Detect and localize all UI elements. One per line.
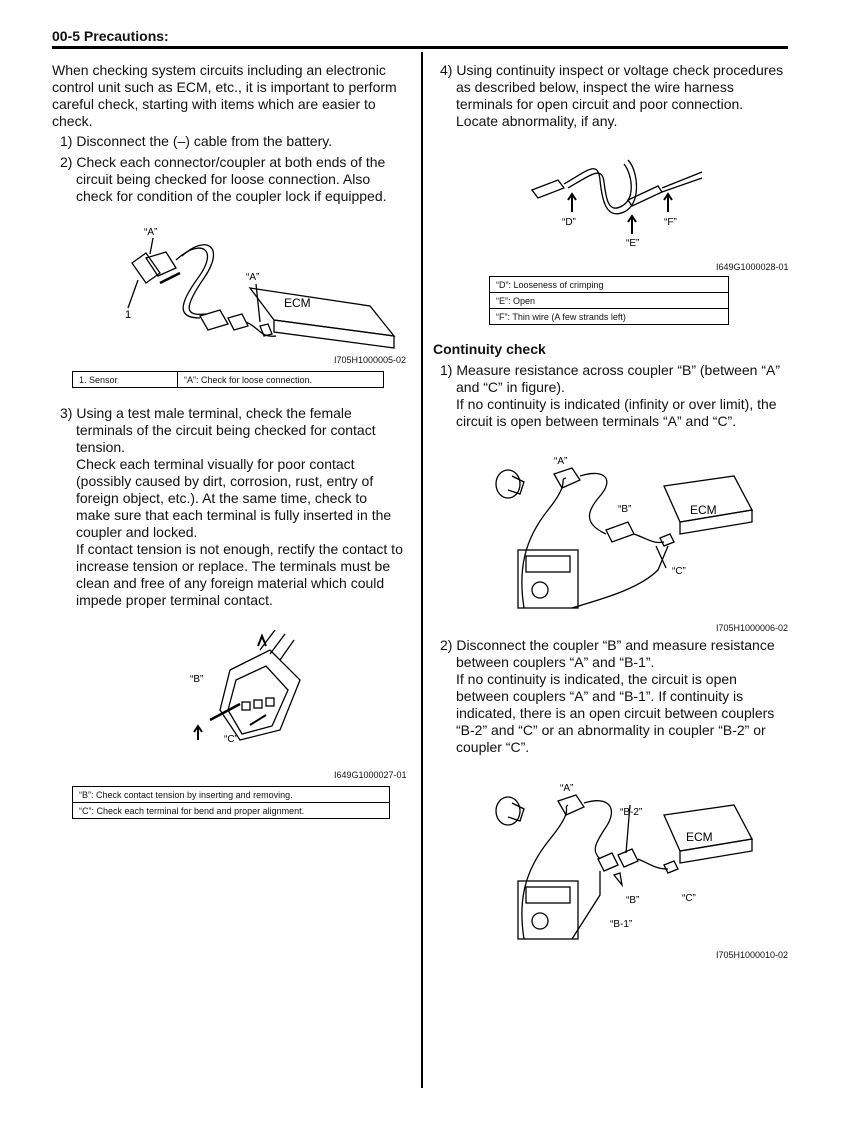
- svg-text:1: 1: [125, 309, 132, 321]
- step-3: 3) Using a test male terminal, check the female terminals of the circuit being checked for contact tension. Check each terminal visually for poor contact (possibly caused by dirt, corrosion, rust, entry of foreign object, etc.). At the same time, check to make sure that each terminal is fully inserted in the coupler and locked. If contact tension is not enough, rectify the contact to increase tension or replace. The terminals must be clean and free of any foreign material which could impede proper terminal contact.: [60, 405, 403, 608]
- figure-code-1: I705H1000005-02: [334, 355, 407, 365]
- figure-code-4: I705H1000006-02: [716, 623, 789, 633]
- svg-text:“B-1”: “B-1”: [610, 919, 633, 930]
- page-header: 00-5 Precautions:: [52, 28, 169, 44]
- legend-cell: 1. Sensor: [73, 372, 178, 388]
- svg-text:“A”: “A”: [246, 272, 260, 283]
- column-divider: [421, 52, 423, 1088]
- legend-table-2: [72, 786, 390, 819]
- terminal-tension-figure: [180, 630, 310, 755]
- legend-table-1: [72, 371, 384, 388]
- legend-cell: “F”: Thin wire (A few strands left): [490, 309, 729, 325]
- section-heading: Continuity check: [433, 341, 546, 357]
- svg-text:“C”: “C”: [672, 566, 686, 577]
- svg-text:ECM: ECM: [690, 503, 717, 517]
- svg-text:“A”: “A”: [554, 456, 568, 467]
- legend-cell: “C”: Check each terminal for bend and proper alignment.: [73, 803, 390, 819]
- figure-code-2: I649G1000027-01: [334, 770, 407, 780]
- step-4: 4) Using continuity inspect or voltage check procedures as described below, inspect the wire harness terminals for open circuit and poor connection. Locate abnormality, if any.: [440, 62, 784, 129]
- svg-text:“A”: “A”: [560, 783, 574, 794]
- continuity-step-2: 2) Disconnect the coupler “B” and measure resistance between couplers “A” and “B-1”. If no continuity is indicated, the circuit is open between couplers “A” and “B-1”. If continuity is indicated, there is an open circuit between couplers “B-2” and “C” or an abnormality in coupler “B-2” or coupler “C”.: [440, 637, 775, 755]
- continuity-step-1: 1) Measure resistance across coupler “B” (between “A” and “C” in figure). If no continuity is indicated (infinity or over limit), the circuit is open between terminals “A” and “C”.: [440, 362, 781, 429]
- figure-code-5: I705H1000010-02: [716, 950, 789, 960]
- svg-text:“B”: “B”: [626, 895, 640, 906]
- continuity-check-figure-1: [488, 450, 758, 615]
- step-2: 2) Check each connector/coupler at both ends of the circuit being checked for loose connection. Also check for condition of the coupler lock if equipped.: [60, 154, 387, 204]
- intro-paragraph: When checking system circuits including an electronic control unit such as ECM, etc., it is important to perform careful check, starting with items which are easier to check.: [52, 62, 397, 129]
- svg-text:ECM: ECM: [284, 296, 311, 310]
- svg-text:“B-2”: “B-2”: [620, 807, 643, 818]
- legend-cell: “D”: Looseness of crimping: [490, 277, 729, 293]
- svg-text:“C”: “C”: [682, 893, 696, 904]
- figure-code-3: I649G1000028-01: [716, 262, 789, 272]
- wire-harness-figure: [528, 150, 708, 250]
- svg-text:“A”: “A”: [144, 227, 158, 238]
- legend-cell: “B”: Check contact tension by inserting and removing.: [73, 787, 390, 803]
- svg-text:“B”: “B”: [618, 504, 632, 515]
- svg-text:ECM: ECM: [686, 830, 713, 844]
- svg-text:“B”: “B”: [190, 674, 204, 685]
- svg-text:“E”: “E”: [626, 238, 640, 249]
- legend-table-3: [489, 276, 729, 325]
- step-1: 1) Disconnect the (–) cable from the battery.: [60, 133, 333, 149]
- svg-text:“D”: “D”: [562, 217, 576, 228]
- svg-text:“F”: “F”: [664, 217, 677, 228]
- legend-cell: “E”: Open: [490, 293, 729, 309]
- header-rule: [52, 46, 788, 49]
- legend-cell: “A”: Check for loose connection.: [178, 372, 384, 388]
- sensor-coupler-figure: [110, 218, 410, 358]
- svg-text:“C”: “C”: [224, 734, 238, 745]
- continuity-check-figure-2: [488, 775, 758, 945]
